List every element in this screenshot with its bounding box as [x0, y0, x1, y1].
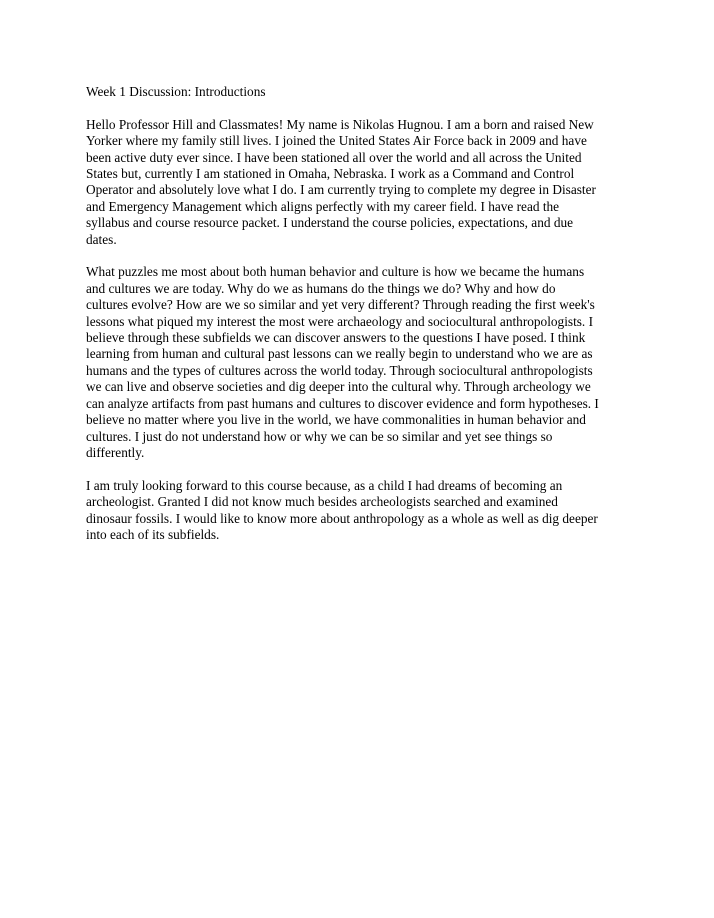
paragraph-introduction: Hello Professor Hill and Classmates! My name is Nikolas Hugnou. I am a born and raised New Yorker where my family still lives. I joined the United States Air Force back in 2009 and have been active duty ever since. I have been stationed all over the world and all across the United States but, currently I am stationed in Omaha, Nebraska. I work as a Command and Control Operator and absolutely love what I do. I am currently trying to complete my degree in Disaster and Emergency Management which aligns perfectly with my career field. I have read the syllabus and course resource packet. I understand the course policies, expectations, and due dates. — [86, 116, 596, 247]
document-body — [86, 84, 642, 560]
paragraph-human-behavior: What puzzles me most about both human behavior and culture is how we became the humans and cultures we are today. Why do we as humans do the things we do? Why and how do cultures evolve? How are we so similar and yet very different? Through reading the first week's lessons what piqued my interest the most were archaeology and sociocultural anthropologists. I believe through these subfields we can discover answers to the questions I have posed. I think learning from human and cultural past lessons can we really begin to understand who we are as humans and the types of cultures across the world today. Through sociocultural anthropologists we can live and observe societies and dig deeper into the cultural why. Through archeology we can analyze artifacts from past humans and cultures to discover evidence and form hypotheses. I believe no matter where you live in the world, we have commonalities in human behavior and cultures. I just do not understand how or why we can be so similar and yet see things so differently. — [86, 264, 599, 460]
document-title: Week 1 Discussion: Introductions — [86, 84, 266, 99]
paragraph-course-interest: I am truly looking forward to this course because, as a child I had dreams of becoming an archeologist. Granted I did not know much besides archeologists searched and examined dinosaur fossils. I would like to know more about anthropology as a whole as well as dig deeper into each of its subfields. — [86, 477, 598, 542]
